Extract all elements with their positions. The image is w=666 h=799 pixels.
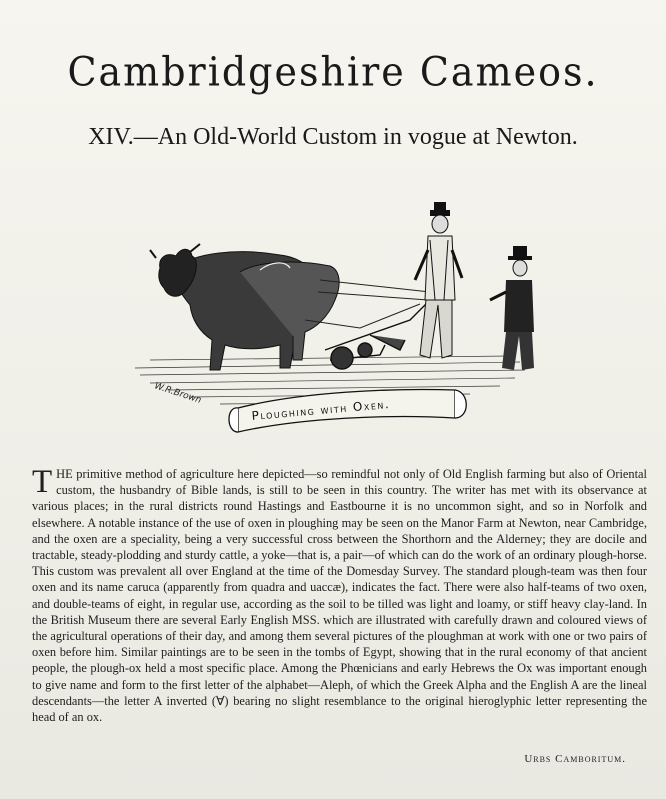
ploughing-illustration bbox=[130, 200, 535, 450]
ploughman-figure bbox=[415, 202, 462, 358]
plough-figure bbox=[325, 300, 430, 369]
gentleman-figure bbox=[490, 246, 534, 370]
page-title: Cambridgeshire Cameos. bbox=[67, 48, 599, 96]
article-subtitle: XIV.—An Old-World Custom in vogue at Newton. bbox=[88, 124, 578, 150]
illustration-caption: Ploughing with Oxen. bbox=[251, 396, 391, 423]
article-body-container bbox=[32, 466, 647, 725]
artist-signature: W.R.Brown bbox=[153, 381, 203, 406]
article-signature: Urbs Camboritum. bbox=[524, 753, 626, 765]
oxen-figure bbox=[150, 244, 339, 370]
drop-cap: T bbox=[32, 464, 53, 500]
article-body: HE primitive method of agriculture here depicted—so remindful not only of Old English farming but also of Oriental custom, the husbandry of Bible lands, is still to be seen in this country. The writer has met with its observance at various places; in the rural districts round Hastings and Eastbourne it is no uncommon sight, and so in Norfolk and elsewhere. A notable instance of the use of oxen in ploughing may be seen on the Manor Farm at Newton, near Cambridge, and the oxen are a speciality, being a very successful cross between the Shorthorn and the Alderney; they are docile and tractable, steady-plodding and sturdy cattle, a yoke—that is, a pair—of which can do the work of an ordinary plough-horse. This custom was prevalent all over England at the time of the Domesday Survey. The standard plough-team was then four oxen and its name caruca (apparently from quadra and uaccæ), indicates the fact. There were also half-teams of two oxen, and double-teams of eight, in regular use, according as the soil to be tilled was light and loamy, or stiff heavy clay-land. In the British Museum there are several Early English MSS. which are illustrated with carefully drawn and coloured views of the agricultural operations of their day, and among them several pictures of the ploughman at work with one or two pairs of oxen before him. Similar paintings are to be seen in the tombs of Egypt, showing that in the rural economy of that ancient people, the plough-ox held a most specific place. Among the Phœnicians and early Hebrews the Ox was important enough to give name and form to the first letter of the alphabet—Aleph, of which the Greek Alpha and the English A are the lineal descendants—the letter A inverted (∀) bearing no slight resemblance to the original hieroglyphic letter representing the head of an ox. bbox=[32, 467, 647, 725]
